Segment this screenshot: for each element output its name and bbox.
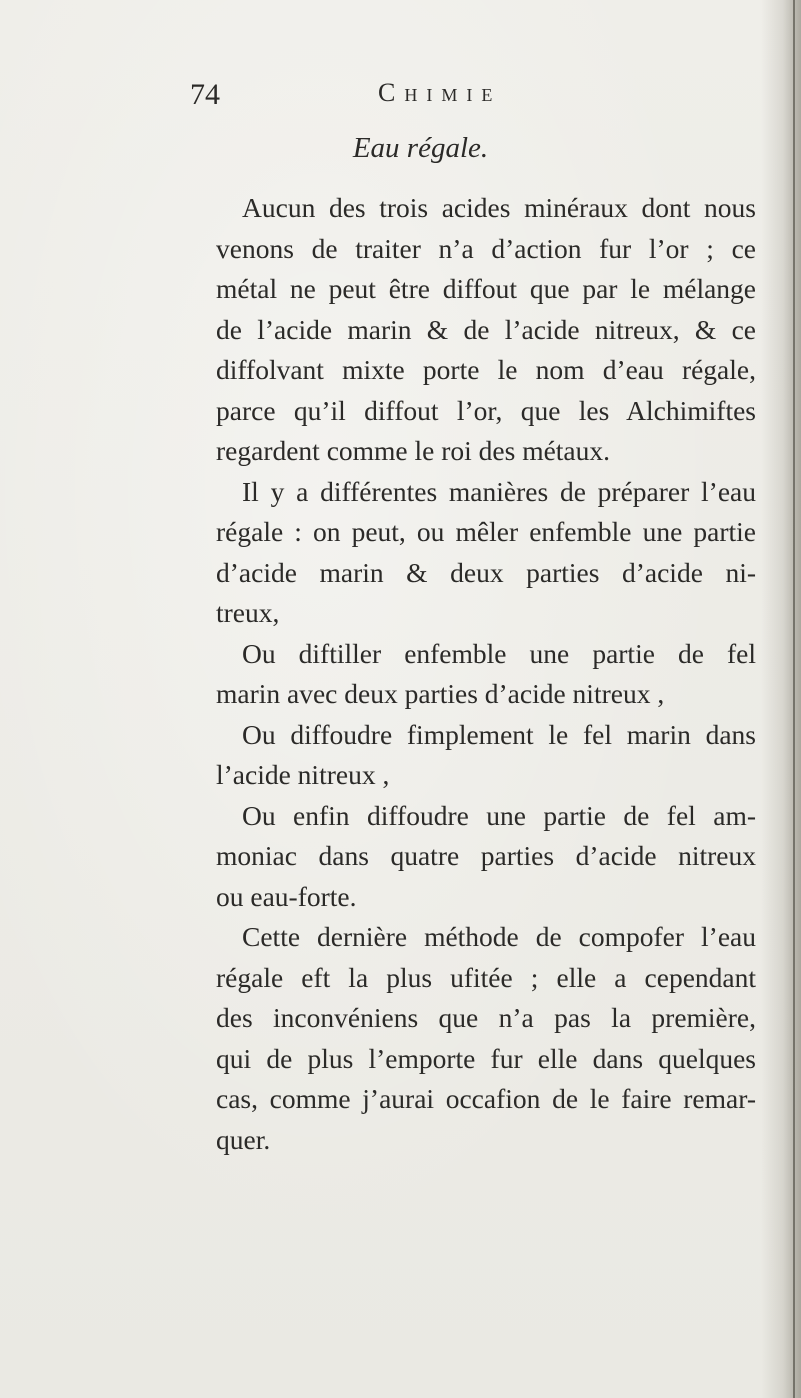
text-line: Cette dernière méthode de compofer l’eau (242, 921, 756, 952)
text-line: marin avec deux parties d’acide nitreux , (216, 678, 665, 709)
page-edge-shadow (761, 0, 801, 1398)
text-line: venons de traiter n’a d’action fur l’or ; ce (216, 232, 756, 264)
text-line: cas, comme j’aurai occafion de le faire remar- (216, 1083, 756, 1114)
section-title: Eau régale. (352, 132, 489, 164)
body-text (216, 188, 756, 1160)
running-head (0, 78, 801, 118)
text-line: régale : on peut, ou mêler enfemble une partie (216, 516, 756, 547)
text-line: regardent comme le roi des métaux. (216, 435, 611, 466)
text-line: quer. (216, 1123, 271, 1155)
text-line: parce qu’il diffout l’or, que les Alchimiftes (216, 394, 756, 426)
text-line: Ou diffoudre fimplement le fel marin dans (242, 718, 756, 750)
text-line: Ou enfin diffoudre une partie de fel am- (242, 799, 756, 831)
text-line: moniac dans quatre parties d’acide nitreux (216, 840, 756, 871)
text-line: de l’acide marin & de l’acide nitreux, & ce (216, 313, 756, 345)
running-title: Chimie (378, 78, 502, 107)
text-line: métal ne peut être diffout que par le mélange (216, 273, 756, 304)
text-line: ou eau-forte. (216, 880, 357, 912)
text-line: Il y a différentes manières de préparer l’eau (242, 475, 756, 507)
text-line: régale eft la plus ufitée ; elle a cependant (216, 961, 756, 993)
text-line: Ou diftiller enfemble une partie de fel (242, 637, 756, 669)
text-line: d’acide marin & deux parties d’acide ni- (216, 556, 756, 588)
text-line: diffolvant mixte porte le nom d’eau régale, (216, 354, 756, 385)
text-line: Aucun des trois acides minéraux dont nous (242, 192, 756, 223)
text-line: treux, (216, 597, 280, 628)
text-line: des inconvéniens que n’a pas la première, (216, 1002, 756, 1033)
page-number: 74 (190, 78, 220, 111)
text-line: l’acide nitreux , (216, 759, 390, 790)
page-edge-line (793, 0, 795, 1398)
text-line: qui de plus l’emporte fur elle dans quelques (216, 1042, 756, 1074)
